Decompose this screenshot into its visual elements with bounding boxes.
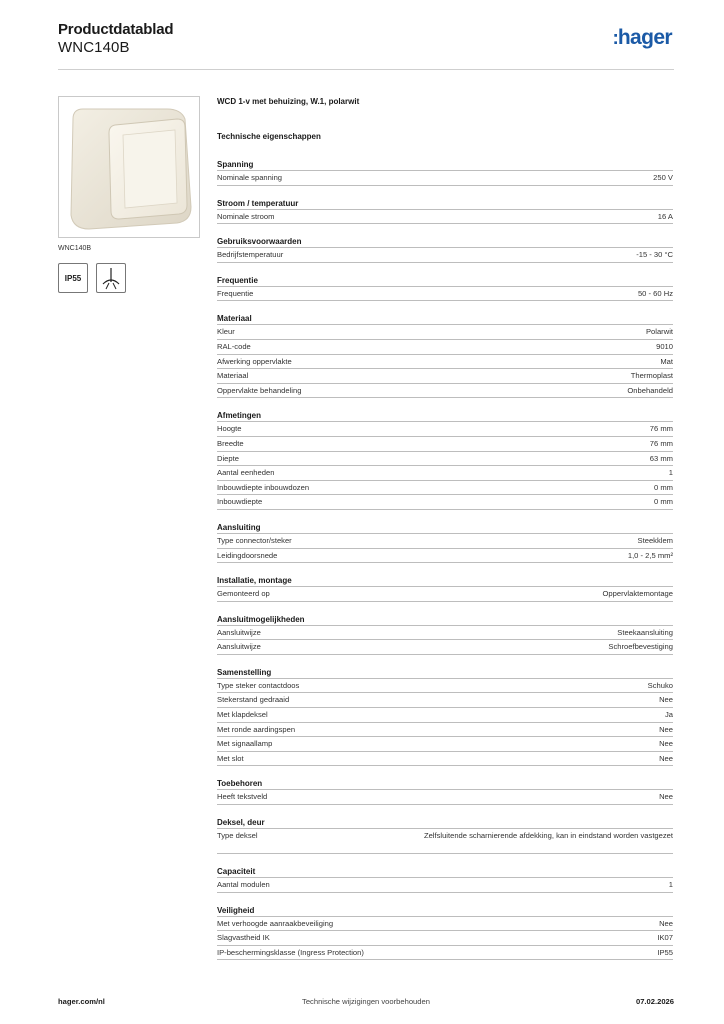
spec-label: Met signaallamp (217, 739, 273, 749)
spec-value: Polarwit (645, 327, 673, 337)
spec-value: Nee (659, 792, 673, 802)
spec-value: 50 - 60 Hz (637, 288, 673, 298)
section-heading: Technische eigenschappen (217, 132, 321, 141)
spec-group (217, 778, 673, 805)
socket-housing-image (59, 97, 200, 238)
spec-value: 1 (668, 880, 673, 890)
spec-value: Zelfsluitende scharnierende afdekking, kan in eindstand worden vastgezet (423, 831, 673, 841)
spec-value: Steekklem (637, 535, 673, 545)
technical-specifications (217, 96, 673, 960)
spec-row (217, 549, 673, 564)
spec-row (217, 384, 673, 399)
spec-label: Inbouwdiepte (217, 497, 263, 507)
spec-group (217, 159, 673, 186)
spec-label: Stekerstand gedraaid (217, 695, 290, 705)
spec-label: Hoogte (217, 424, 242, 434)
spec-row (217, 171, 673, 186)
spec-label: Met ronde aardingspen (217, 724, 296, 734)
image-caption: WNC140B (58, 245, 92, 252)
spec-group (217, 198, 673, 225)
spec-label: Type connector/steker (217, 535, 292, 545)
spec-row (217, 369, 673, 384)
spec-label: Bedrijfstemperatuur (217, 250, 284, 260)
spec-group-title: Aansluitmogelijkheden (217, 614, 673, 626)
spec-value: Schroefbevestiging (608, 642, 673, 652)
spec-groups (217, 159, 673, 960)
spec-value: 1 (668, 468, 673, 478)
spec-group (217, 275, 673, 302)
spec-group-title: Gebruiksvoorwaarden (217, 236, 673, 248)
spec-value: IK07 (657, 933, 673, 943)
spec-group-title: Capaciteit (217, 866, 673, 878)
spec-value: Thermoplast (630, 371, 673, 381)
footer-note: Technische wijzigingen voorbehouden (302, 997, 430, 1006)
spec-label: Afwerking oppervlakte (217, 356, 292, 366)
spec-label: Oppervlakte behandeling (217, 385, 302, 395)
spec-value: Onbehandeld (627, 385, 673, 395)
spec-value: Oppervlaktemontage (602, 589, 673, 599)
spec-row (217, 340, 673, 355)
spec-label: Type deksel (217, 831, 258, 841)
spec-value: 76 mm (649, 424, 673, 434)
ip-rating-badge: IP55 (58, 263, 88, 293)
spec-row (217, 466, 673, 481)
spec-row (217, 626, 673, 641)
spec-group (217, 614, 673, 655)
spec-label: Nominale stroom (217, 211, 275, 221)
spec-label: Aansluitwijze (217, 642, 261, 652)
spec-row (217, 422, 673, 437)
spec-group (217, 575, 673, 602)
spec-label: Met verhoogde aanraakbeveiliging (217, 918, 334, 928)
spec-label: Aantal modulen (217, 880, 270, 890)
surface-mounting-icon (96, 263, 126, 293)
website-link[interactable]: hager.com/nl (58, 997, 105, 1006)
spec-row (217, 287, 673, 302)
spec-row (217, 452, 673, 467)
spec-label: Leidingdoorsnede (217, 550, 278, 560)
spec-label: Breedte (217, 438, 244, 448)
spec-row (217, 752, 673, 767)
spec-group-title: Frequentie (217, 275, 673, 287)
spec-row (217, 587, 673, 602)
spec-row (217, 640, 673, 655)
spec-group (217, 313, 673, 398)
spec-value: 9010 (656, 341, 673, 351)
spec-value: 0 mm (654, 482, 673, 492)
document-title: Productdatablad (58, 21, 174, 38)
spec-row (217, 534, 673, 549)
spec-group-title: Deksel, deur (217, 817, 673, 829)
spec-group-title: Installatie, montage (217, 575, 673, 587)
spec-group (217, 667, 673, 767)
spec-group-title: Spanning (217, 159, 673, 171)
spec-row (217, 737, 673, 752)
spec-value: 16 A (657, 211, 673, 221)
product-code: WNC140B (58, 39, 130, 56)
spec-value: 0 mm (654, 497, 673, 507)
spec-group (217, 236, 673, 263)
spec-label: Diepte (217, 453, 239, 463)
spec-label: Aantal eenheden (217, 468, 275, 478)
spec-label: Gemonteerd op (217, 589, 270, 599)
spec-row (217, 210, 673, 225)
spec-group (217, 817, 673, 854)
product-description: WCD 1-v met behuizing, W.1, polarwit (217, 97, 360, 106)
spec-value: Nee (659, 724, 673, 734)
spec-row (217, 829, 673, 854)
spec-row (217, 693, 673, 708)
spec-label: Inbouwdiepte inbouwdozen (217, 482, 310, 492)
spec-value: Steekaansluiting (617, 627, 673, 637)
spec-row (217, 325, 673, 340)
spec-label: Slagvastheid IK (217, 933, 270, 943)
spec-row (217, 790, 673, 805)
spec-row (217, 248, 673, 263)
spec-value: 76 mm (649, 438, 673, 448)
spec-group (217, 410, 673, 510)
spec-row (217, 946, 673, 961)
spec-value: 63 mm (649, 453, 673, 463)
spec-label: Frequentie (217, 288, 254, 298)
spec-group-title: Aansluiting (217, 522, 673, 534)
spec-label: Met klapdeksel (217, 710, 268, 720)
spec-group-title: Toebehoren (217, 778, 673, 790)
spec-value: 250 V (653, 173, 673, 182)
spec-row (217, 495, 673, 510)
spec-row (217, 481, 673, 496)
spec-group-title: Veiligheid (217, 905, 673, 917)
spec-row (217, 355, 673, 370)
spec-group-title: Afmetingen (217, 410, 673, 422)
product-image (58, 96, 200, 238)
spec-group-title: Materiaal (217, 313, 673, 325)
spec-label: Met slot (217, 753, 244, 763)
spec-label: RAL-code (217, 341, 251, 351)
spec-row (217, 878, 673, 893)
spec-value: 1,0 - 2,5 mm² (627, 550, 673, 560)
spec-label: Kleur (217, 327, 235, 337)
spec-label: IP-beschermingsklasse (Ingress Protection) (217, 947, 364, 957)
spec-row (217, 708, 673, 723)
footer-date: 07.02.2026 (635, 997, 674, 1006)
hager-logo (612, 26, 672, 50)
logo-text: hager (617, 26, 672, 49)
spec-row (217, 917, 673, 932)
spec-label: Materiaal (217, 371, 249, 381)
spec-row (217, 679, 673, 694)
spec-group-title: Stroom / temperatuur (217, 198, 673, 210)
spec-value: Mat (660, 356, 673, 366)
spec-value: IP55 (657, 947, 673, 957)
logo-dots-icon: : (612, 28, 617, 49)
spec-group (217, 522, 673, 563)
spec-row (217, 723, 673, 738)
spec-row (217, 931, 673, 946)
spec-group-title: Samenstelling (217, 667, 673, 679)
spec-value: Nee (659, 753, 673, 763)
spec-value: Schuko (647, 680, 673, 690)
spec-label: Aansluitwijze (217, 627, 261, 637)
spec-label: Nominale spanning (217, 173, 283, 182)
spec-label: Heeft tekstveld (217, 792, 268, 802)
spec-value: -15 - 30 °C (636, 250, 673, 260)
spec-row (217, 437, 673, 452)
spec-value: Nee (659, 695, 673, 705)
spec-value: Nee (659, 918, 673, 928)
spec-label: Type steker contactdoos (217, 680, 300, 690)
spec-group (217, 866, 673, 893)
spec-group (217, 905, 673, 961)
spec-value: Ja (664, 710, 673, 720)
spec-value: Nee (659, 739, 673, 749)
page-header (58, 18, 674, 70)
